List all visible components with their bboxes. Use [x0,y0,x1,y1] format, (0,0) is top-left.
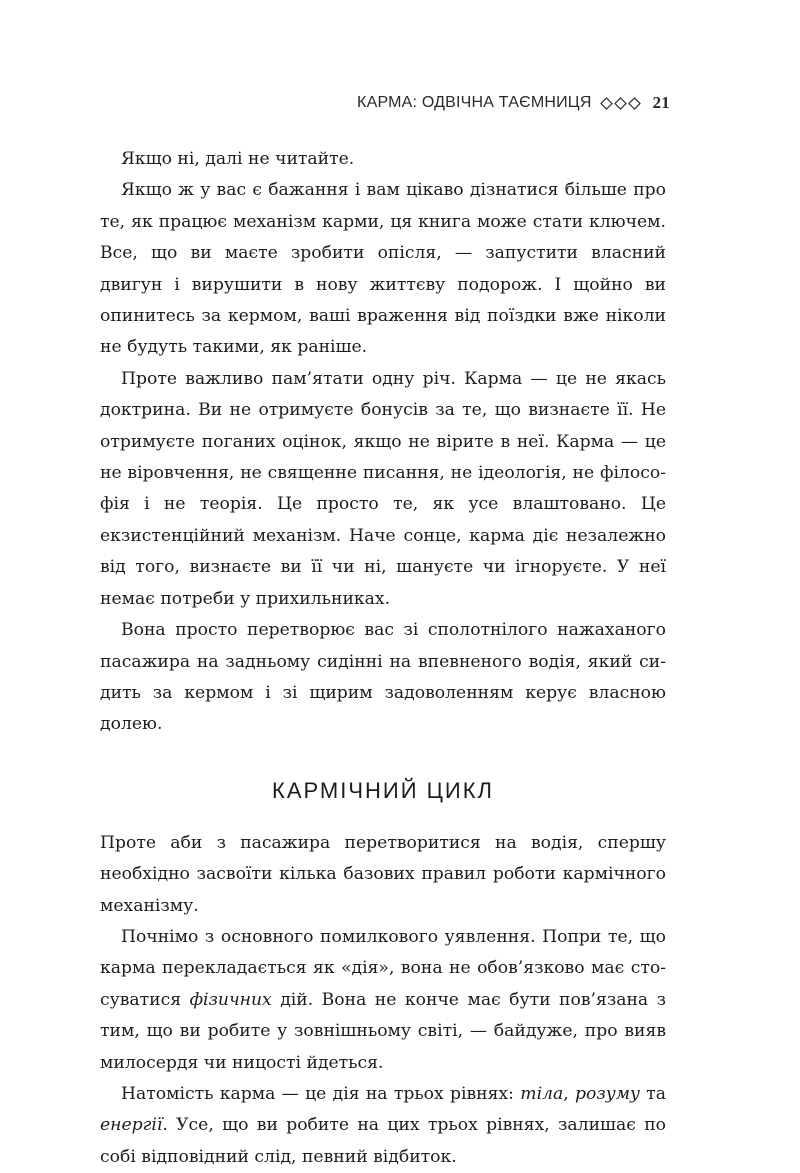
paragraph-text: та [639,1083,666,1104]
paragraph: Якщо ж у вас є бажання і вам цікаво дізнатися більше про те, як працює механізм карми, ця книга може стати ключем. Все, що ви маєте зробити опісля, — запустити власний двигун і вирушити в нову життєву подорож. І щойно ви опинитесь за кермом, ваші враження від поїздки вже ніколи не будуть такими, як раніше. [100,180,666,358]
running-head-title: КАРМА: ОДВІЧНА ТАЄМНИЦЯ [357,94,592,111]
running-head [357,93,670,113]
paragraph [100,1079,666,1173]
paragraph-text: , [563,1083,576,1104]
paragraph-text: Натомість карма — це дія на трьох рівнях: [121,1083,521,1104]
paragraph-text: дій. Вона не конче має бути пов’язана з тим, що ви робите у зовнішньому світі, — байдуже, про вияв милосердя чи ницості йдеться. [100,989,666,1073]
paragraph-text: Почнімо з основного помилкового уявлення. Попри те, що карма перекладається як «дія», вона не обов’язково має стосуватися [100,926,666,1010]
paragraph: Проте аби з пасажира перетворитися на водія, спершу необхідно засвоїти кілька базових правил роботи кармічного механізму. [100,832,666,916]
three-diamonds-ornament-icon [600,97,641,110]
section-heading: КАРМІЧНИЙ ЦИКЛ [272,777,494,803]
paragraph: Якщо ні, далі не читайте. [121,149,355,169]
paragraph: Вона просто перетворює вас зі сполотнілого нажаханого пасажира на задньому сидінні на впевненого водія, який сидить за кермом і зі щирим задоволенням керує власною долею. [100,620,666,735]
emphasis-text: тіла [520,1083,564,1104]
emphasis-text: енергії [100,1115,163,1136]
paragraph-text: . Усе, що ви робите на цих трьох рівнях, залишає по собі відповідний слід, певний відбиток. [100,1115,666,1167]
paragraph [100,922,666,1079]
page-number: 21 [652,93,670,112]
emphasis-text: фізичних [189,989,272,1010]
paragraph: Проте важливо пам’ятати одну річ. Карма — це не якась доктрина. Ви не отримуєте бонусів за те, що визнаєте її. Не отримуєте поганих оцінок, якщо не вірите в неї. Карма — це не віровчення, не священне писання, не ідеологія, не філософія і не теорія. Це просто те, як усе влаштовано. Це екзистенційний механізм. Наче сонце, карма діє незалежно від того, визнаєте ви її чи ні, шануєте чи ігноруєте. У неї немає потреби у прихильниках. [100,368,666,609]
emphasis-text: розуму [575,1083,640,1104]
body-text [100,144,666,1173]
